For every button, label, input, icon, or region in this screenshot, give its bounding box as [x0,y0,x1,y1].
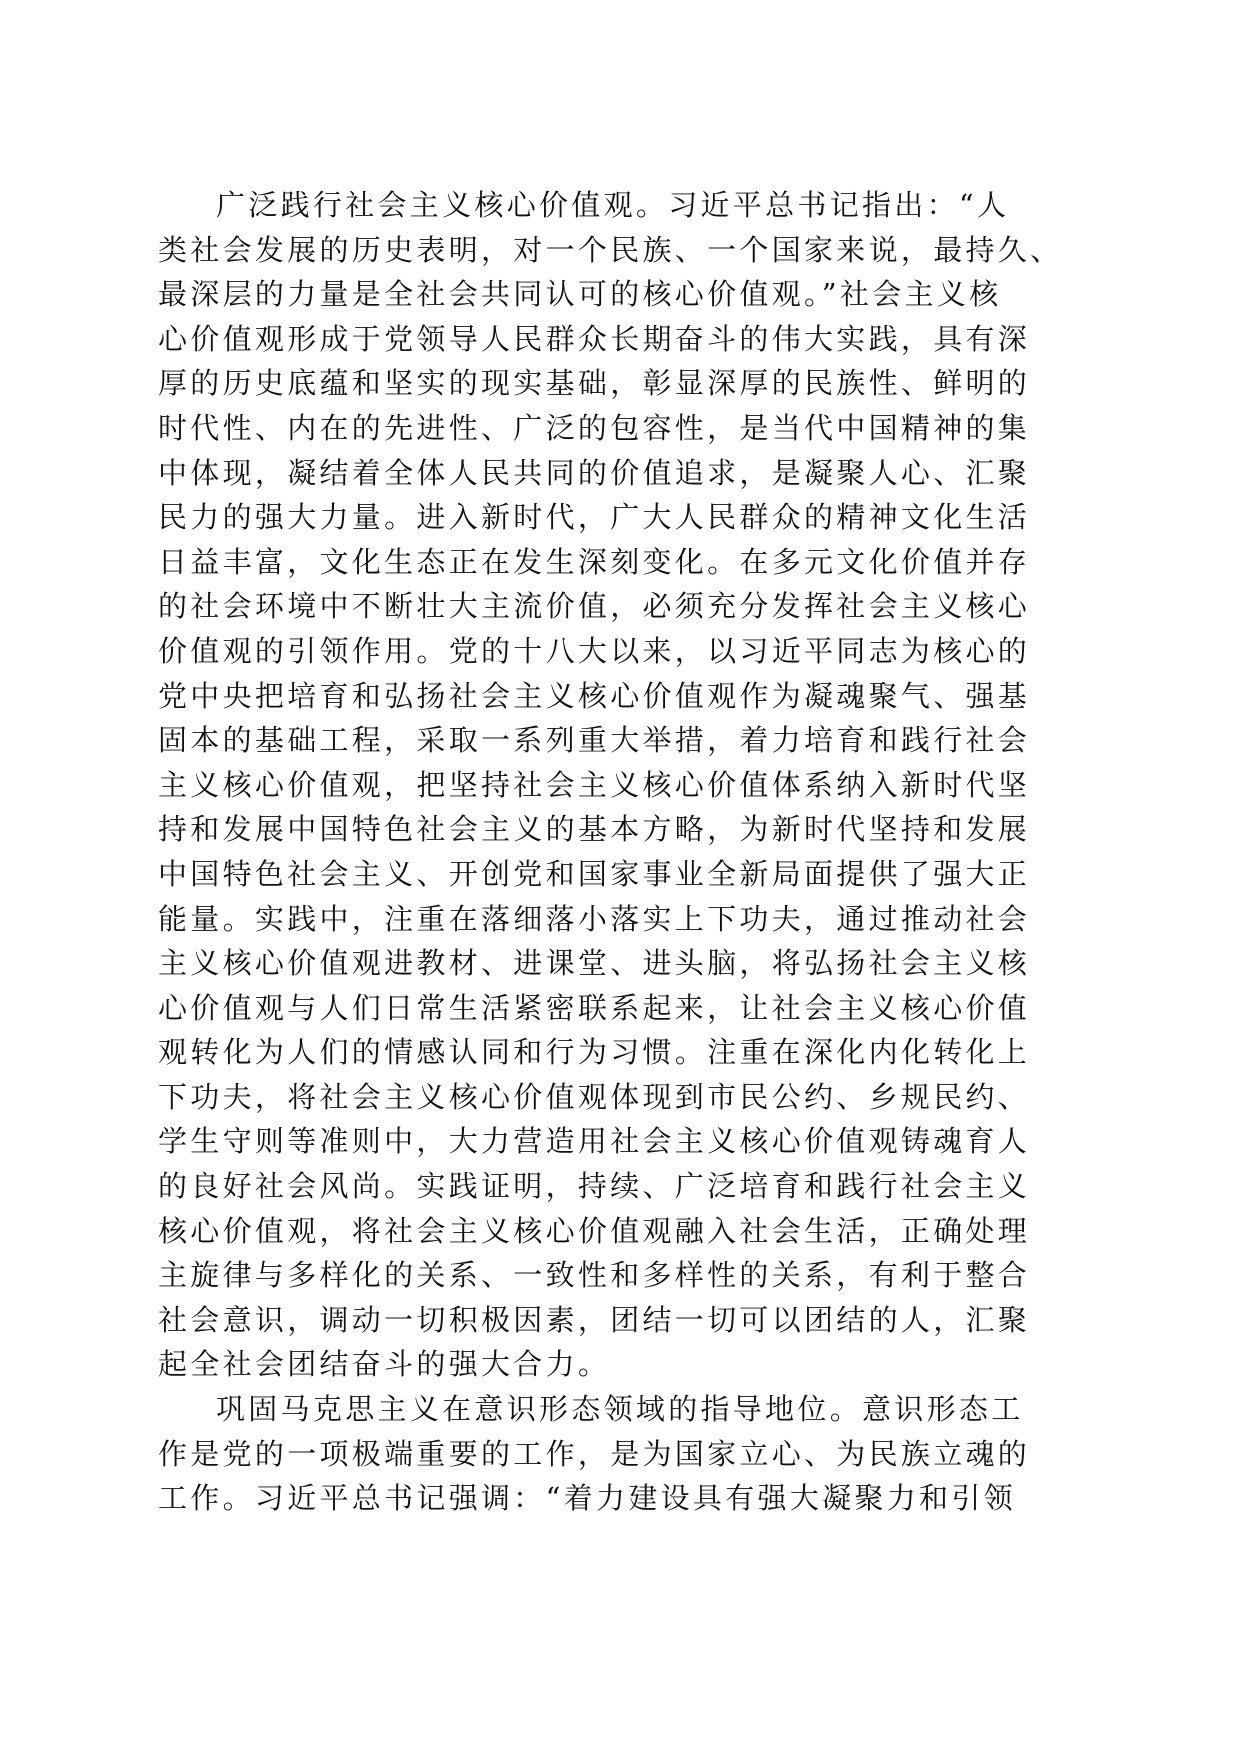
text-line: 民力的强大力量。进入新时代，广大人民群众的精神文化生活 [158,500,1031,535]
text-line: 工作。习近平总书记强调：“着力建设具有强大凝聚力和引领 [158,1481,1016,1516]
paragraph-core-values [158,183,1098,1387]
text-line: 中体现，凝结着全体人民共同的价值追求，是凝聚人心、汇聚 [158,455,1031,490]
text-line: 广泛践行社会主义核心价值观。习近平总书记指出：“人 [216,188,1010,222]
text-line: 中国特色社会主义、开创党和国家事业全新局面提供了强大正 [158,856,1031,891]
text-line: 巩固马克思主义在意识形态领域的指导地位。意识形态工 [216,1392,1024,1427]
text-line: 持和发展中国特色社会主义的基本方略，为新时代坚持和发展 [158,812,1031,847]
text-line: 学生守则等准则中，大力营造用社会主义核心价值观铸魂育人 [158,1124,1031,1159]
text-line: 日益丰富，文化生态正在发生深刻变化。在多元文化价值并存 [158,544,1031,579]
text-line: 的良好社会风尚。实践证明，持续、广泛培育和践行社会主义 [158,1169,1031,1204]
text-line: 心价值观与人们日常生活紧密联系起来，让社会主义核心价值 [158,990,1031,1025]
text-line: 作是党的一项极端重要的工作，是为国家立心、为民族立魂的 [158,1436,1031,1471]
text-line: 厚的历史底蕴和坚实的现实基础，彰显深厚的民族性、鲜明的 [158,366,1031,401]
text-line: 核心价值观，将社会主义核心价值观融入社会生活，正确处理 [158,1213,1031,1248]
text-line: 党中央把培育和弘扬社会主义核心价值观作为凝魂聚气、强基 [158,678,1031,713]
text-line: 固本的基础工程，采取一系列重大举措，着力培育和践行社会 [158,723,1031,758]
text-line: 价值观的引领作用。党的十八大以来，以习近平同志为核心的 [158,633,1031,668]
text-line: 观转化为人们的情感认同和行为习惯。注重在深化内化转化上 [158,1035,1031,1070]
text-line: 能量。实践中，注重在落细落小落实上下功夫，通过推动社会 [158,901,1031,936]
text-line: 起全社会团结奋斗的强大合力。 [158,1347,611,1382]
text-line: 主义核心价值观，把坚持社会主义核心价值体系纳入新时代坚 [158,767,1031,802]
text-line: 类社会发展的历史表明，对一个民族、一个国家来说，最持久、 [158,232,1063,267]
text-line: 最深层的力量是全社会共同认可的核心价值观。”社会主义核 [158,277,1002,312]
body-text [158,183,1098,1521]
text-line: 时代性、内在的先进性、广泛的包容性，是当代中国精神的集 [158,410,1031,445]
text-line: 主义核心价值观进教材、进课堂、进头脑，将弘扬社会主义核 [158,946,1031,981]
text-line: 主旋律与多样化的关系、一致性和多样性的关系，有利于整合 [158,1258,1031,1293]
text-line: 的社会环境中不断壮大主流价值，必须充分发挥社会主义核心 [158,589,1031,624]
paragraph-marxism-ideology [158,1387,1098,1521]
text-line: 社会意识，调动一切积极因素，团结一切可以团结的人，汇聚 [158,1302,1031,1337]
text-line: 下功夫，将社会主义核心价值观体现到市民公约、乡规民约、 [158,1079,1031,1114]
text-line: 心价值观形成于党领导人民群众长期奋斗的伟大实践，具有深 [158,321,1031,356]
